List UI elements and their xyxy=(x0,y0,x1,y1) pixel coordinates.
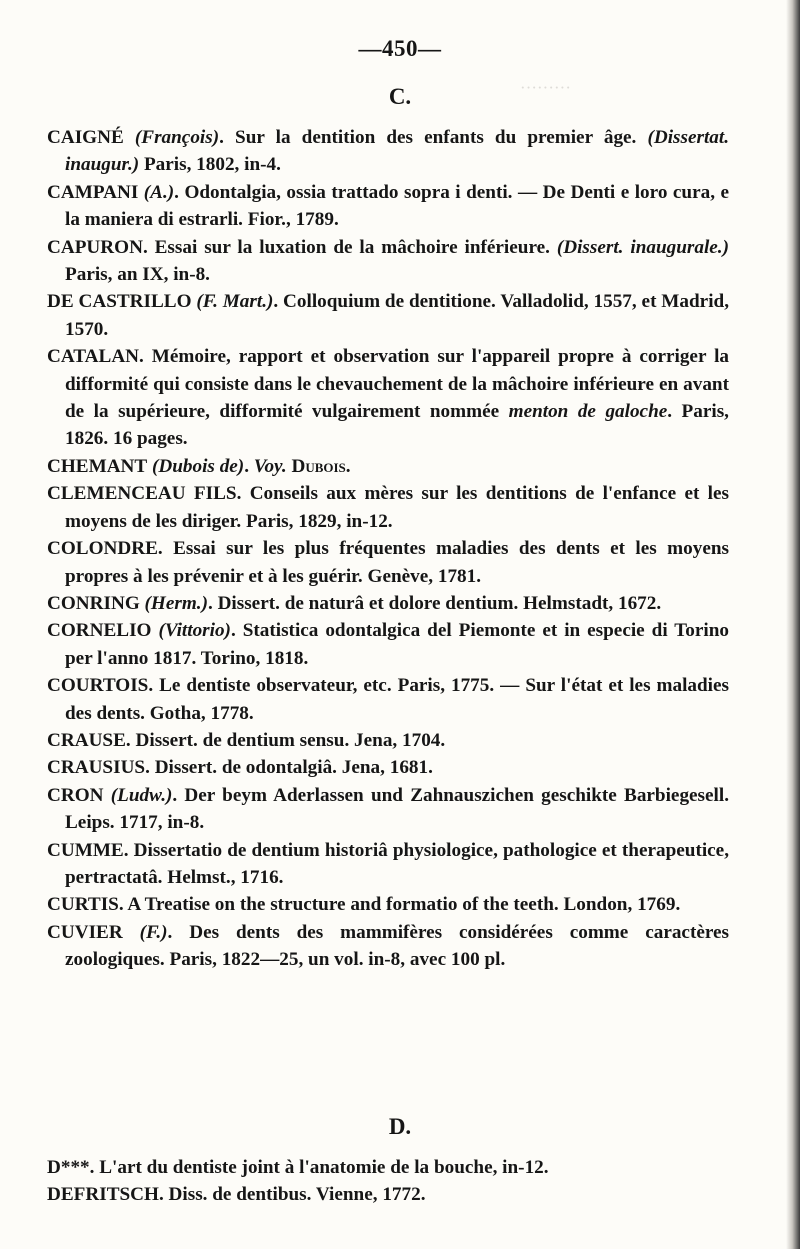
entry-author-name: CRAUSIUS xyxy=(47,757,146,779)
page-edge-shadow xyxy=(786,0,800,1249)
entry-author-name: CLEMENCEAU FILS xyxy=(47,483,237,505)
entry-publication-details: Paris, an IX, in-8. xyxy=(65,264,210,286)
entry-title-text: . Dissert. de naturâ et dolore dentium. Helmstadt, 1672. xyxy=(207,592,662,614)
bleed-through-texture: ········· xyxy=(520,78,571,97)
entry-author-name: CORNELIO xyxy=(47,620,152,642)
entry-author-forename: (Herm.) xyxy=(144,592,208,614)
bibliography-entry xyxy=(47,179,729,234)
entry-author-forename: (François) xyxy=(134,127,220,148)
entry-publication-details: . Paris, 1826. 16 pages. xyxy=(65,401,729,450)
section-letter-c: C. xyxy=(388,84,412,109)
bibliography-entry xyxy=(47,1154,729,1181)
bibliography-entry xyxy=(47,124,729,179)
entry-italic-note: (Dissert. inaugurale.) xyxy=(556,236,729,258)
entry-title-text: . Sur la dentition des enfants du premier âge. xyxy=(219,127,648,148)
bibliography-list-d xyxy=(47,1154,729,1209)
bibliography-entry xyxy=(47,617,729,672)
entry-author-name: COURTOIS xyxy=(47,675,149,697)
entry-author-name: CAMPANI xyxy=(47,181,139,203)
entry-author-name: CONRING xyxy=(47,592,140,614)
entry-author-name: CURTIS xyxy=(47,894,119,916)
bibliography-entry xyxy=(47,453,729,480)
bibliography-entry xyxy=(47,837,729,892)
entry-author-name: DE CASTRILLO xyxy=(47,291,192,313)
entry-title-text: . Dissert. de odontalgiâ. Jena, 1681. xyxy=(145,757,433,779)
entry-title-text: . Colloquium de dentitione. Valladolid, 1557, et Madrid, 1570. xyxy=(65,291,729,340)
entry-author-forename: (F.) xyxy=(139,921,168,943)
entry-author-forename: (Vittorio) xyxy=(158,620,231,642)
page-number: —450— xyxy=(358,36,442,61)
entry-title-text: . A Treatise on the structure and formatio of the teeth. London, 1769. xyxy=(118,894,681,916)
entry-italic-note: Voy. xyxy=(253,455,287,477)
entry-title-text: . xyxy=(244,455,254,477)
bibliography-entry xyxy=(47,288,729,343)
bibliography-entry xyxy=(47,1181,729,1208)
entry-author-name: CUMME xyxy=(47,839,124,861)
bibliography-entry xyxy=(47,672,729,727)
bibliography-list-c xyxy=(47,124,729,974)
bibliography-entry xyxy=(47,590,729,617)
entry-italic-note: menton de galoche xyxy=(508,401,668,423)
entry-author-forename: (Dubois de) xyxy=(152,455,245,477)
entry-author-forename: (A.) xyxy=(143,181,175,203)
entry-author-name: CAIGNÉ xyxy=(47,127,124,148)
entry-author-name: CATALAN xyxy=(47,346,140,368)
bibliography-entry xyxy=(47,727,729,754)
entry-title-text: . Diss. de dentibus. Vienne, 1772. xyxy=(158,1184,426,1206)
entry-italic-note: (Dissertat. inaugur.) xyxy=(65,127,730,176)
bibliography-entry xyxy=(47,234,729,289)
entry-author-name: D*** xyxy=(47,1157,90,1178)
entry-cross-reference: Dubois. xyxy=(286,455,351,477)
entry-author-name: CRAUSE xyxy=(47,729,126,751)
entry-title-text: . Essai sur la luxation de la mâchoire inférieure. xyxy=(142,236,557,258)
entry-publication-details: Paris, 1802, in-4. xyxy=(139,154,281,176)
entry-title-text: . Conseils aux mères sur les dentitions de l'enfance et les moyens de les diriger. Paris, 1829, in-12. xyxy=(65,483,729,532)
entry-title-text: . Essai sur les plus fréquentes maladies des dents et les moyens propres à les prévenir et à les guérir. Genève, 1781. xyxy=(65,538,729,587)
bibliography-entry xyxy=(47,480,729,535)
entry-author-name: COLONDRE xyxy=(47,538,158,560)
entry-title-text: . Statistica odontalgica del Piemonte et in especie di Torino per l'anno 1817. Torino, 1818. xyxy=(65,620,730,669)
entry-title-text: . Des dents des mammifères considérées comme caractères zoologiques. Paris, 1822—25, un vol. in-8, avec 100 pl. xyxy=(65,921,729,971)
bibliography-entry xyxy=(47,535,729,590)
bibliography-entry xyxy=(47,754,729,781)
entry-title-text: . Der beym Aderlassen und Zahnauszichen geschikte Barbiegesell. Leips. 1717, in-8. xyxy=(65,784,729,834)
entry-author-name: CAPURON xyxy=(47,236,143,258)
entry-author-name: DEFRITSCH xyxy=(47,1184,159,1206)
entry-author-name: CUVIER xyxy=(47,921,123,943)
entry-title-text: . Dissertatio de dentium historiâ physiologice, pathologice et therapeutice, pertractatâ. Helmst., 1716. xyxy=(65,839,729,888)
entry-author-name: CHEMANT xyxy=(47,455,148,477)
section-letter-d: D. xyxy=(388,1114,412,1139)
bibliography-entry xyxy=(47,782,729,837)
entry-author-name: CRON xyxy=(47,784,104,806)
entry-title-text: . Odontalgia, ossia trattado sopra i denti. — De Denti e loro cura, e la maniera di estrarli. Fior., 1789. xyxy=(65,181,729,231)
entry-author-forename: (Ludw.) xyxy=(110,784,173,806)
entry-title-text: . Le dentiste observateur, etc. Paris, 1775. — Sur l'état et les maladies des dents. Gotha, 1778. xyxy=(65,675,729,724)
bibliography-entry xyxy=(47,919,729,974)
entry-title-text: . L'art du dentiste joint à l'anatomie de la bouche, in-12. xyxy=(89,1157,549,1178)
entry-title-text: . Dissert. de dentium sensu. Jena, 1704. xyxy=(125,729,446,751)
bibliography-entry xyxy=(47,891,729,918)
entry-title-text: . Mémoire, rapport et observation sur l'appareil propre à corriger la difformité qui consiste dans le chevauchement de la mâchoire inférieure en avant de la supérieure, difformité vulgairement nommée xyxy=(65,346,729,423)
entry-author-forename: (F. Mart.) xyxy=(196,291,274,313)
bibliography-entry xyxy=(47,343,729,453)
